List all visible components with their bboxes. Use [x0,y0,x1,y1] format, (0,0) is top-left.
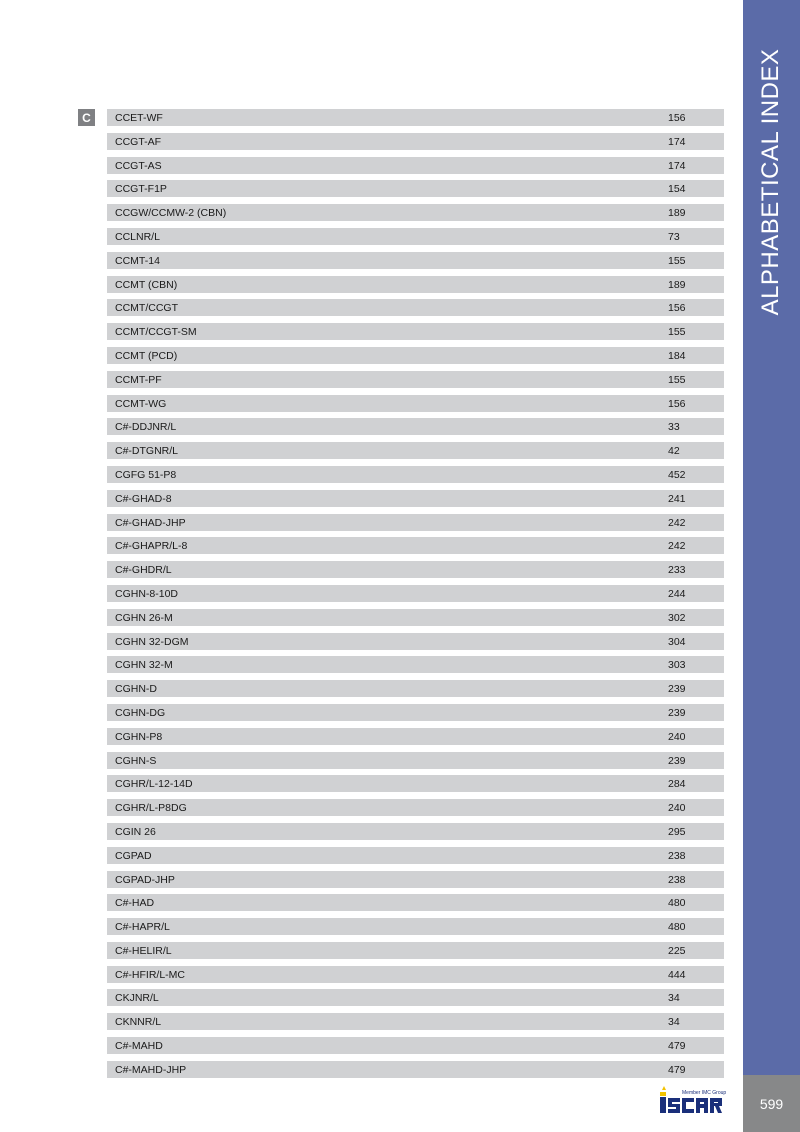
index-code: CGFG 51-P8 [115,468,177,481]
index-page: 242 [668,516,686,529]
index-row [107,442,724,459]
index-row [107,347,724,364]
index-row [107,775,724,792]
index-row [107,1061,724,1078]
index-row [107,418,724,435]
index-row [107,276,724,293]
index-code: CCMT/CCGT-SM [115,326,197,339]
index-page: 480 [668,897,686,910]
section-letter-tab: C [78,109,95,126]
index-code: C#-GHAD-8 [115,492,172,505]
index-page: 239 [668,706,686,719]
index-code: C#-MAHD-JHP [115,1063,187,1076]
index-code: C#-HAD [115,897,155,910]
index-row [107,180,724,197]
page-number: 599 [743,1075,800,1132]
index-code: CGHN 26-M [115,611,173,624]
index-code: CCMT-14 [115,254,160,267]
index-code: CCMT (PCD) [115,349,178,362]
index-code: CGPAD-JHP [115,873,175,886]
index-row [107,752,724,769]
index-row [107,537,724,554]
index-page: 479 [668,1040,686,1053]
index-code: CGPAD [115,849,152,862]
index-row [107,1037,724,1054]
index-row [107,633,724,650]
index-page: 444 [668,968,686,981]
index-code: CGHR/L-P8DG [115,802,187,815]
index-code: CCMT-WG [115,397,167,410]
index-page: 302 [668,611,686,624]
index-page: 156 [668,112,686,124]
index-code: CCGT-AF [115,135,162,148]
index-row [107,299,724,316]
index-row [107,799,724,816]
index-row [107,133,724,150]
sidebar-title: ALPHABETICAL INDEX [757,48,784,316]
index-page: 189 [668,207,686,220]
index-code: CGHN-S [115,754,157,767]
index-page: 239 [668,754,686,767]
index-code: CCGT-F1P [115,183,167,196]
index-code: C#-HFIR/L-MC [115,968,185,981]
index-row [107,871,724,888]
index-code: CGHN 32-M [115,659,173,672]
index-row [107,680,724,697]
index-code: CGHN-D [115,683,157,696]
index-page: 225 [668,944,686,957]
index-row [107,966,724,983]
index-page: 240 [668,730,686,743]
index-code: CGHR/L-12-14D [115,778,193,791]
index-code: CCMT (CBN) [115,278,178,291]
index-code: CGHN-8-10D [115,587,179,600]
index-code: C#-DDJNR/L [115,421,177,434]
index-row [107,894,724,911]
index-page: 34 [668,992,680,1005]
index-code: CGHN 32-DGM [115,635,189,648]
index-page: 238 [668,849,686,862]
index-code: CGIN 26 [115,825,156,838]
index-row [107,371,724,388]
index-page: 155 [668,373,686,386]
index-row [107,1013,724,1030]
index-page: 240 [668,802,686,815]
index-page: 304 [668,635,686,648]
index-page: 241 [668,492,686,505]
index-row [107,204,724,221]
index-page: 33 [668,421,680,434]
index-code: CCLNR/L [115,230,160,243]
index-code: CCGW/CCMW-2 (CBN) [115,207,227,220]
index-row [107,466,724,483]
index-page: 295 [668,825,686,838]
index-row [107,514,724,531]
index-page: 303 [668,659,686,672]
index-row [107,585,724,602]
index-code: C#-HELIR/L [115,944,172,957]
index-page: 239 [668,683,686,696]
logo-flame-icon [660,1092,666,1096]
index-page: 174 [668,135,686,148]
index-row [107,228,724,245]
logo-i-icon [660,1097,666,1113]
index-code: CCGT-AS [115,159,162,172]
index-code: CCMT-PF [115,373,162,386]
index-code: C#-MAHD [115,1040,163,1053]
index-code: CGHN-DG [115,706,166,719]
index-row [107,109,724,126]
index-code: C#-DTGNR/L [115,445,179,458]
index-page: 73 [668,230,680,243]
index-row [107,656,724,673]
index-row [107,989,724,1006]
index-code: C#-GHAD-JHP [115,516,186,529]
index-row [107,847,724,864]
index-page: 242 [668,540,686,553]
index-page: 34 [668,1016,680,1029]
index-page: 189 [668,278,686,291]
index-code: CCET-WF [115,112,163,124]
index-row [107,823,724,840]
index-code: C#-GHDR/L [115,564,172,577]
index-page: 284 [668,778,686,791]
index-row [107,323,724,340]
index-row [107,728,724,745]
index-page: 156 [668,397,686,410]
index-page: 233 [668,564,686,577]
index-list [107,109,724,1085]
index-page: 42 [668,445,680,458]
index-page: 184 [668,349,686,362]
index-row [107,918,724,935]
index-row [107,561,724,578]
index-page: 155 [668,326,686,339]
index-page: 238 [668,873,686,886]
index-page: 452 [668,468,686,481]
index-code: CGHN-P8 [115,730,163,743]
index-code: CKJNR/L [115,992,159,1005]
index-row [107,704,724,721]
index-code: C#-HAPR/L [115,921,170,934]
index-page: 479 [668,1063,686,1076]
index-page: 156 [668,302,686,315]
index-row [107,395,724,412]
index-row [107,609,724,626]
logo-tagline: Member IMC Group [682,1090,727,1096]
index-row [107,490,724,507]
index-page: 155 [668,254,686,267]
index-row [107,157,724,174]
index-row [107,942,724,959]
index-page: 244 [668,587,686,600]
index-code: CCMT/CCGT [115,302,178,315]
index-page: 154 [668,183,686,196]
index-page: 174 [668,159,686,172]
index-code: C#-GHAPR/L-8 [115,540,188,553]
index-code: CKNNR/L [115,1016,162,1029]
iscar-logo [658,1086,728,1116]
index-page: 480 [668,921,686,934]
index-row [107,252,724,269]
